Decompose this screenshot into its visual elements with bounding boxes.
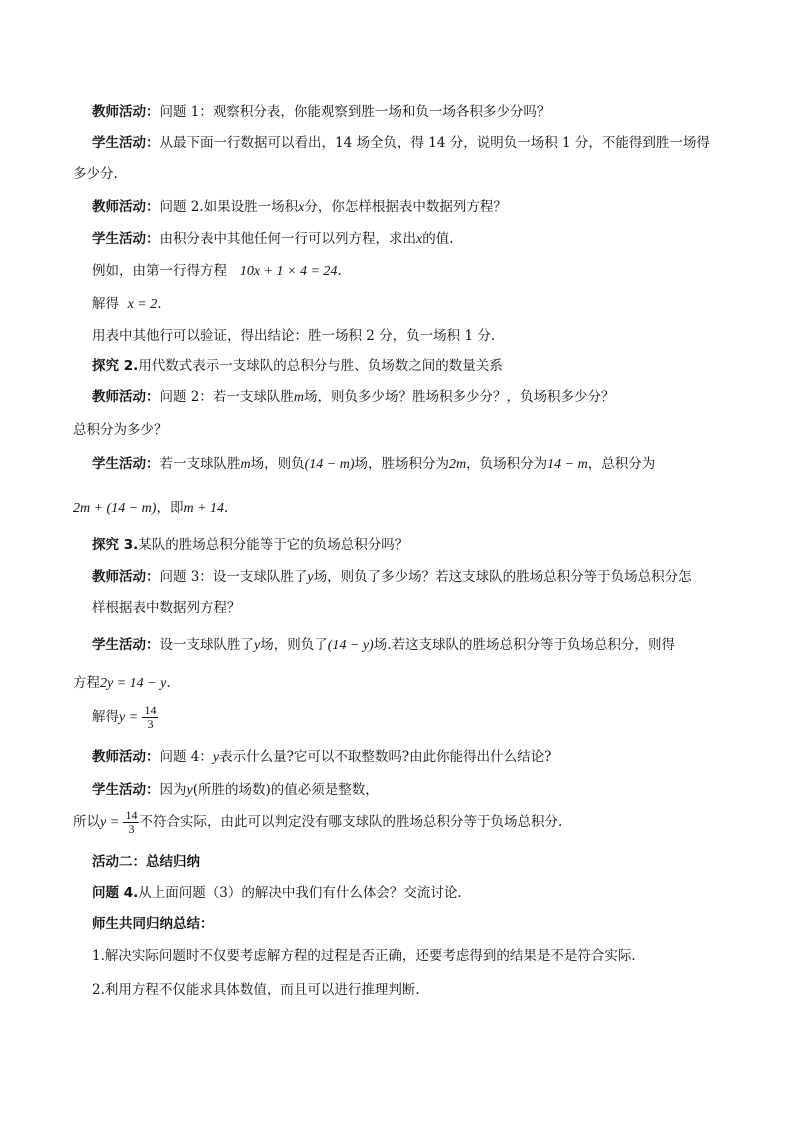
text: 问题 4： — [159, 749, 213, 765]
denominator: 3 — [147, 717, 154, 731]
text: 多少分. — [73, 166, 118, 182]
explore-3-heading — [92, 535, 408, 555]
text: ，负场积分为 — [466, 456, 548, 472]
text: 场，则负多少场？胜场积多少分？，负场积多少分？ — [304, 389, 615, 405]
text: 总积分为多少？ — [73, 422, 168, 438]
math-var: y — [186, 783, 193, 798]
text: 方程 — [73, 675, 100, 691]
question-4 — [92, 883, 462, 903]
text: ，总积分为 — [587, 456, 656, 472]
label: 问题 4. — [92, 885, 139, 901]
text: 分，你怎样根据表中数据列方程？ — [304, 199, 507, 215]
teacher-activity-q4 — [92, 747, 551, 768]
text: (所胜的场数)的值必须是整数， — [192, 782, 379, 798]
text: 问题 2.如果设胜一场积 — [159, 199, 299, 215]
text: 解得 — [92, 709, 119, 725]
label: 活动二：总结归纳 — [92, 854, 200, 870]
text: 场，则负了 — [260, 637, 328, 653]
text: 场，胜场积分为 — [354, 456, 450, 472]
example-line — [92, 261, 342, 282]
label: 师生共同归纳总结： — [92, 916, 214, 932]
fraction — [142, 704, 158, 731]
math-var: x — [416, 232, 423, 247]
equation: (14 − y) — [327, 638, 374, 653]
text: 2.利用方程不仅能求具体数值，而且可以进行推理判断. — [92, 982, 420, 998]
equation: 10x + 1 × 4 = 24 — [239, 264, 338, 279]
text: 例如，由第一行得方程 — [92, 263, 227, 279]
text: 所以 — [73, 814, 100, 830]
label: 探究 3. — [92, 537, 139, 553]
math-var: y = — [100, 815, 120, 830]
text: 的值. — [422, 231, 454, 247]
label: 学生活动： — [92, 637, 160, 653]
text: 用代数式表示一支球队的总积分与胜、负场数之间的数量关系 — [138, 358, 503, 374]
student-activity-1 — [92, 133, 710, 153]
text: 场，则负了多少场？若这支球队的胜场总积分等于负场总积分怎 — [313, 569, 692, 585]
text: 场，则负 — [250, 456, 305, 472]
equation: (14 − m) — [304, 457, 355, 472]
teacher-activity-q3 — [92, 567, 692, 588]
student-activity-3 — [92, 454, 655, 475]
label: 教师活动： — [92, 104, 160, 120]
teacher-activity-q2b-cont — [73, 420, 168, 440]
label: 学生活动： — [92, 782, 160, 798]
equation: 2m — [449, 457, 467, 472]
numerator: 14 — [144, 703, 157, 717]
label: 教师活动： — [92, 389, 160, 405]
label: 学生活动： — [92, 231, 160, 247]
text: . — [166, 675, 171, 691]
student-activity-5 — [92, 780, 379, 801]
equation-line — [73, 673, 171, 694]
label: 学生活动： — [92, 456, 160, 472]
numerator: 14 — [125, 808, 138, 822]
text: 1.解决实际问题时不仅要考虑解方程的过程是否正确，还要考虑得到的结果是不是符合实际. — [92, 948, 636, 964]
text: 因为 — [159, 782, 187, 798]
label: 教师活动： — [92, 749, 160, 765]
equation: m + 14 — [183, 501, 225, 516]
denominator: 3 — [128, 822, 135, 836]
text: 从上面问题（3）的解决中我们有什么体会？交流讨论. — [138, 885, 462, 901]
label: 教师活动： — [92, 569, 160, 585]
math-var: m — [293, 390, 305, 405]
text: 用表中其他行可以验证，得出结论：胜一场积 2 分，负一场积 1 分. — [92, 328, 496, 344]
text: 表示什么量?它可以不取整数吗?由此你能得出什么结论? — [219, 749, 552, 765]
solution-line — [92, 294, 162, 315]
text: 问题 1：观察积分表，你能观察到胜一场和负一场各积多少分吗？ — [159, 104, 551, 120]
explore-2-heading — [92, 356, 503, 376]
equation: x = 2 — [127, 297, 158, 312]
label: 教师活动： — [92, 199, 160, 215]
student-activity-4 — [92, 635, 675, 656]
text: 问题 3：设一支球队胜了 — [159, 569, 308, 585]
equation: 2y = 14 − y — [100, 676, 167, 691]
teacher-activity-q3-cont — [92, 598, 241, 618]
label: 学生活动： — [92, 135, 160, 151]
text: 设一支球队胜了 — [159, 637, 254, 653]
student-activity-2 — [92, 229, 454, 250]
solution-fraction-line — [92, 703, 158, 732]
text: . — [337, 263, 342, 279]
text: 样根据表中数据列方程？ — [92, 600, 241, 616]
student-activity-3-cont — [73, 498, 228, 519]
student-activity-1-cont — [73, 164, 118, 184]
math-var: y = — [119, 710, 139, 725]
text: . — [157, 296, 162, 312]
teacher-activity-q2b — [92, 387, 615, 408]
math-var: m — [240, 457, 251, 472]
conclusion-line — [92, 326, 495, 346]
text: 问题 2：若一支球队胜 — [159, 389, 294, 405]
teacher-activity-q2 — [92, 197, 507, 218]
text: . — [224, 500, 229, 516]
activity-2-heading — [92, 852, 200, 872]
text: 解得 — [92, 296, 119, 312]
math-var: y — [212, 750, 220, 765]
fraction — [123, 809, 139, 836]
text: 不符合实际，由此可以判定没有哪支球队的胜场总积分等于负场总积分. — [139, 814, 563, 830]
summary-item-2 — [92, 980, 420, 1000]
summary-item-1 — [92, 946, 636, 966]
text: 某队的胜场总积分能等于它的负场总积分吗？ — [138, 537, 409, 553]
teacher-activity-q1 — [92, 102, 550, 122]
equation: 2m + (14 − m) — [73, 501, 157, 516]
summary-heading — [92, 914, 214, 934]
equation: 14 − m — [547, 457, 588, 472]
math-var: x — [298, 200, 305, 215]
math-var: y — [307, 570, 314, 585]
label: 探究 2. — [92, 358, 139, 374]
text: 场.若这支球队的胜场总积分等于负场总积分，则得 — [373, 637, 676, 653]
text: 从最下面一行数据可以看出，14 场全负，得 14 分，说明负一场积 1 分，不能得到胜一场得 — [159, 135, 710, 151]
text: 由积分表中其他任何一行可以列方程，求出 — [159, 231, 416, 247]
text: ，即 — [156, 500, 184, 516]
text: 若一支球队胜 — [159, 456, 241, 472]
math-var: y — [254, 638, 261, 653]
student-activity-5-cont — [73, 808, 562, 837]
